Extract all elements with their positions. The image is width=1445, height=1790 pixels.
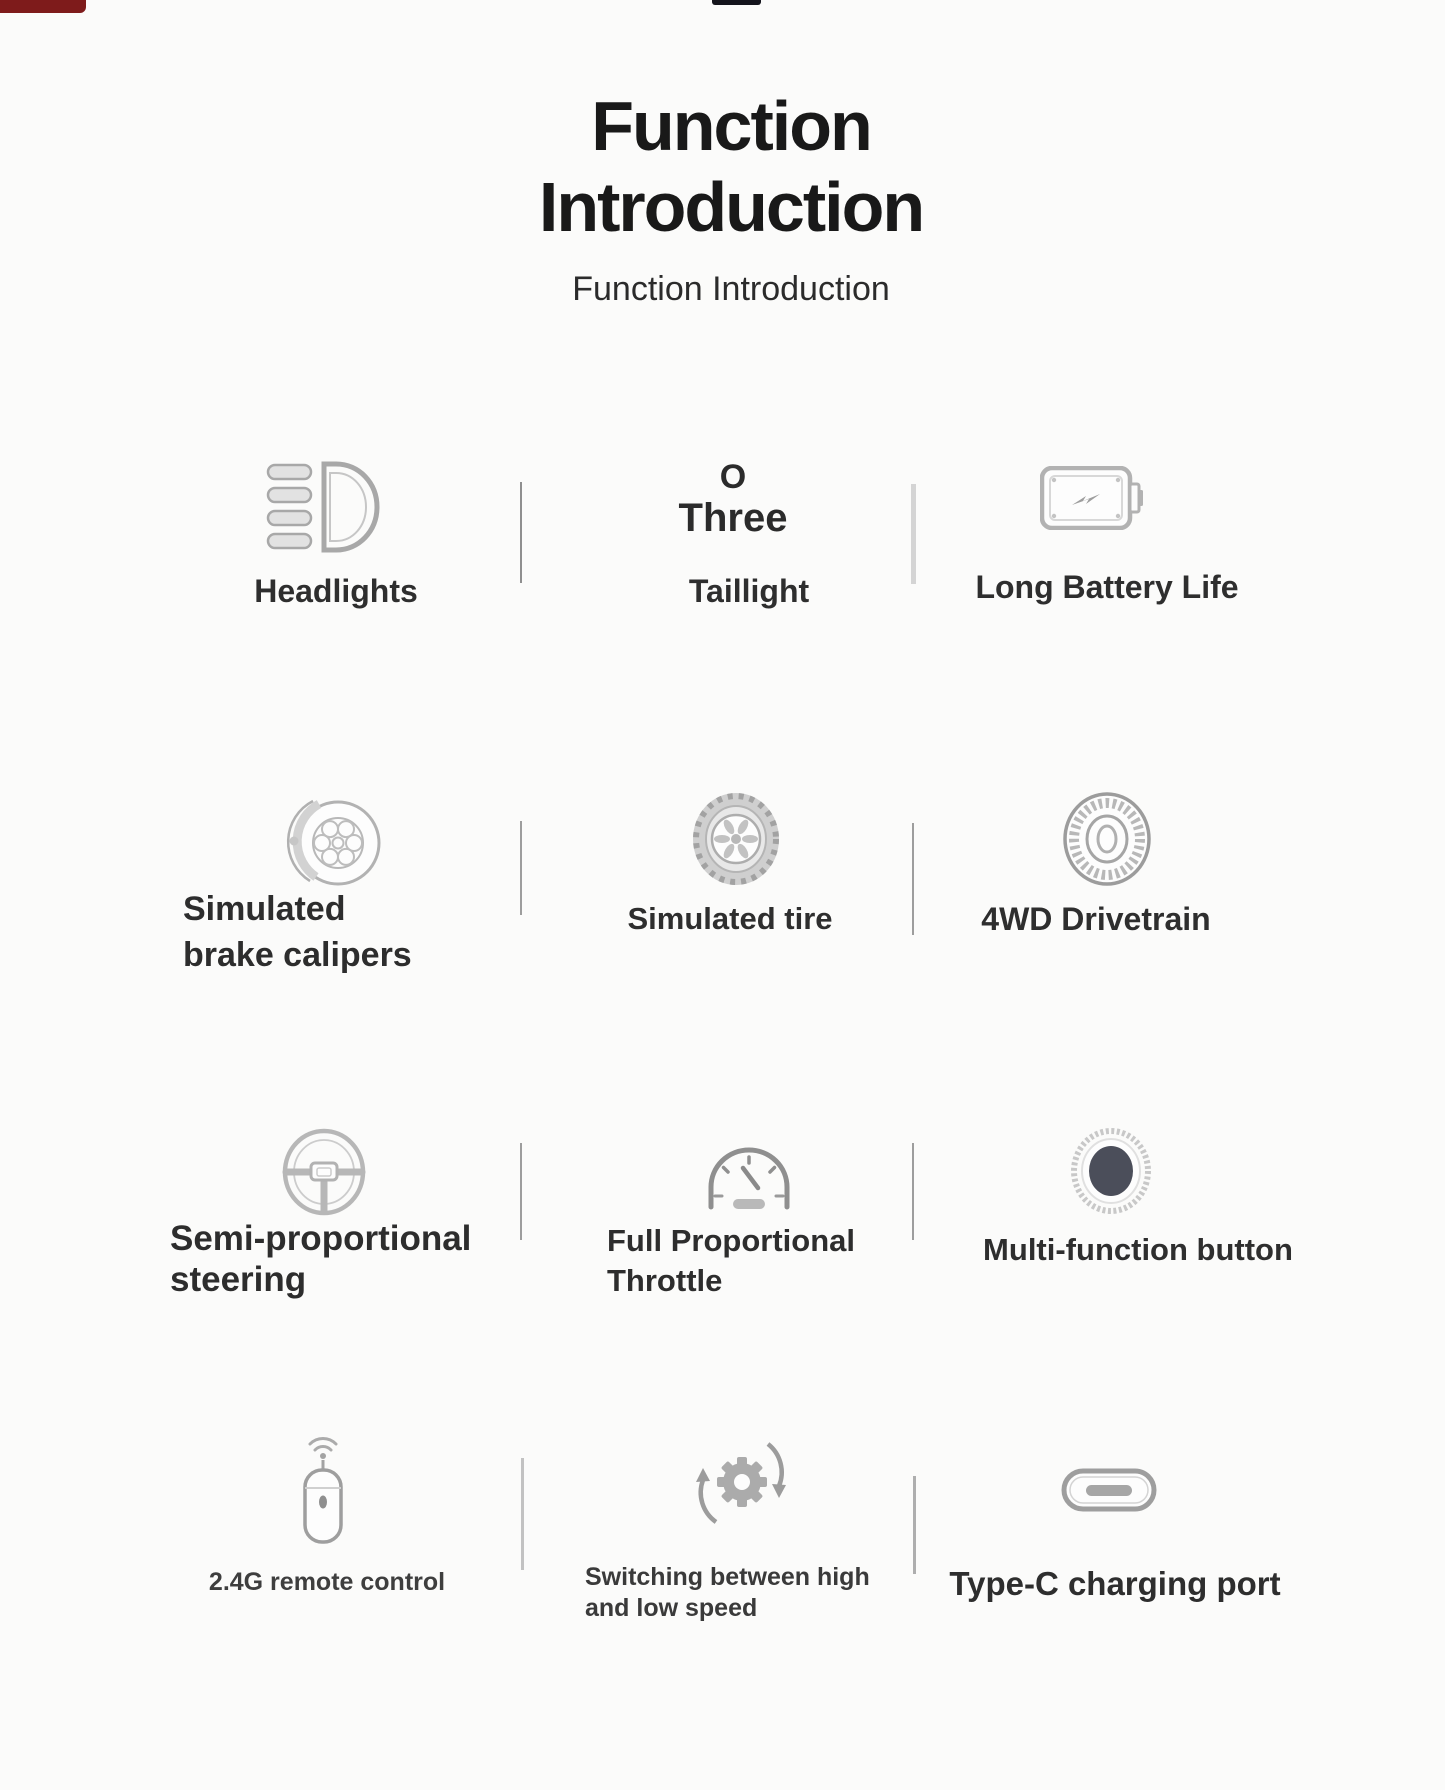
divider-r2-right bbox=[912, 823, 914, 935]
wheel-drum-icon bbox=[1061, 791, 1153, 887]
label-brake-calipers-line1: Simulated bbox=[183, 890, 346, 928]
brake-disc-icon bbox=[285, 793, 385, 893]
label-brake-calipers-line2: brake calipers bbox=[183, 936, 412, 974]
battery-icon bbox=[1040, 466, 1144, 530]
divider-r3-right bbox=[912, 1143, 914, 1240]
label-steering bbox=[170, 1218, 471, 1300]
page-title bbox=[281, 86, 1181, 248]
headlights-icon bbox=[266, 461, 384, 555]
divider-r1-left bbox=[520, 482, 522, 583]
gear-arrows-icon bbox=[682, 1430, 800, 1536]
usb-c-icon bbox=[1061, 1466, 1157, 1514]
label-4wd-drivetrain: 4WD Drivetrain bbox=[981, 901, 1211, 937]
divider-r4-right bbox=[913, 1476, 916, 1574]
label-throttle bbox=[607, 1221, 855, 1301]
cropped-photo-corner bbox=[0, 0, 86, 13]
divider-r2-left bbox=[520, 821, 522, 915]
label-brake-calipers bbox=[183, 886, 412, 978]
divider-r4-left bbox=[521, 1458, 524, 1570]
speedometer-icon bbox=[702, 1141, 796, 1213]
label-typec-port: Type-C charging port bbox=[949, 1565, 1281, 1602]
page-title-line1: Function bbox=[591, 87, 871, 165]
label-speed-switch bbox=[585, 1562, 870, 1624]
label-steering-line1: Semi-proportional bbox=[170, 1219, 472, 1258]
taillight-text-three: Three bbox=[678, 496, 788, 540]
label-multi-function-button: Multi-function button bbox=[983, 1232, 1293, 1267]
top-black-bar bbox=[712, 0, 761, 5]
label-taillight: Taillight bbox=[688, 573, 810, 609]
tire-icon bbox=[690, 791, 782, 887]
steering-wheel-icon bbox=[281, 1127, 367, 1217]
round-button-icon bbox=[1069, 1127, 1153, 1215]
label-steering-line2: steering bbox=[170, 1260, 307, 1299]
taillight-text-o: O bbox=[719, 458, 747, 496]
label-simulated-tire: Simulated tire bbox=[627, 901, 833, 936]
page-title-line2: Introduction bbox=[538, 168, 924, 246]
label-speed-switch-line1: Switching between high bbox=[585, 1563, 870, 1591]
label-speed-switch-line2: and low speed bbox=[585, 1594, 758, 1622]
label-remote-control: 2.4G remote control bbox=[208, 1568, 446, 1596]
label-throttle-line2: Throttle bbox=[607, 1263, 723, 1298]
label-headlights: Headlights bbox=[254, 573, 418, 609]
label-throttle-line1: Full Proportional bbox=[607, 1223, 855, 1258]
divider-r3-left bbox=[520, 1143, 522, 1240]
label-long-battery-life: Long Battery Life bbox=[975, 569, 1239, 605]
page-subtitle: Function Introduction bbox=[572, 270, 890, 308]
divider-r1-right bbox=[911, 484, 916, 584]
remote-control-icon bbox=[292, 1424, 354, 1546]
